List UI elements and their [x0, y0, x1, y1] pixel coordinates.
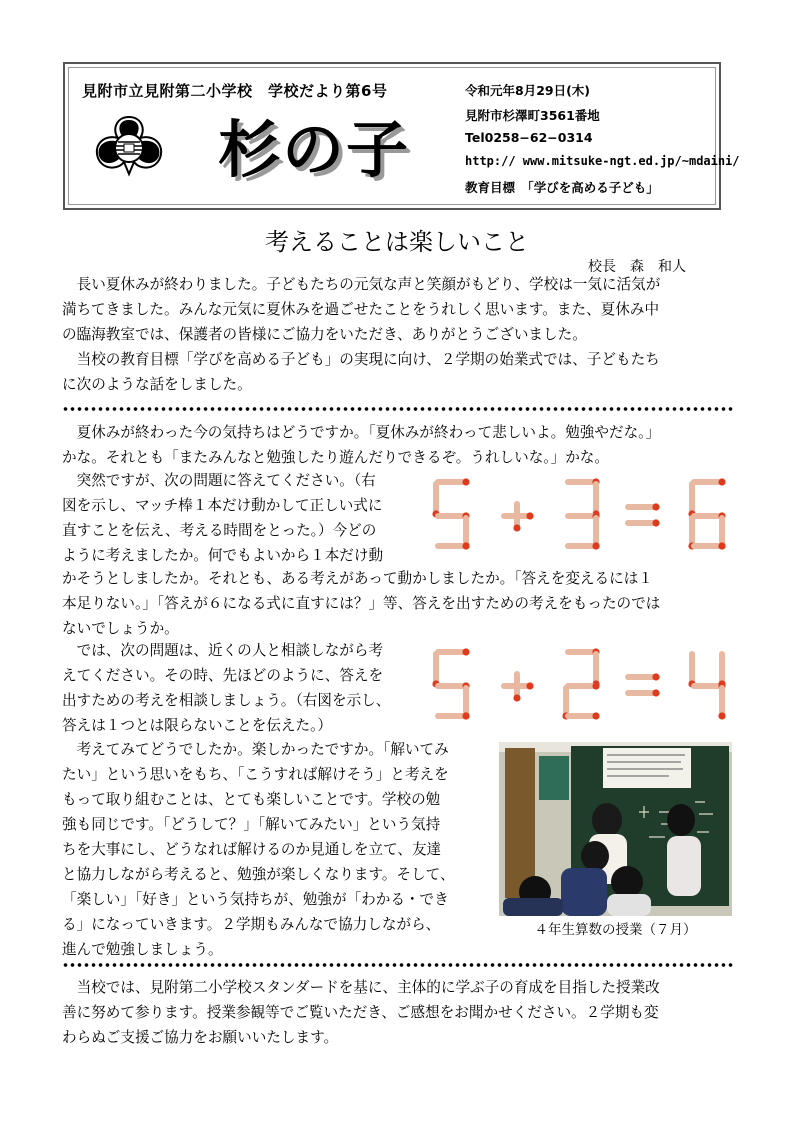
text-line: 善に努めて参ります。授業参観等でご覧いただき、ご感想をお聞かせください。２学期も変 [62, 1004, 659, 1021]
text-line: もって取り組むことは、とても楽しいことです。学校の勉 [62, 791, 441, 808]
matchstick-equation-2 [428, 646, 732, 724]
match-head [592, 712, 599, 719]
text-line: 図を示し、マッチ棒１本だけ動かして正しい式に [62, 497, 383, 514]
text-line: 「楽しい」「好き」という気持ちが、勉強が「わかる・でき [62, 891, 449, 908]
text-line: に次のような話をしました。 [62, 376, 252, 393]
text-line: 満ちてきました。みんな元気に夏休みを過ごせたことをうれしく思います。また、夏休み中 [62, 301, 660, 318]
match-head [592, 682, 599, 689]
text-line: 考えてみてどうでしたか。楽しかったですか。「解いてみ [62, 741, 449, 758]
match-head [592, 542, 599, 549]
school-address: 見附市杉澤町3561番地 [465, 108, 600, 123]
talk-paragraph-4 [62, 638, 390, 738]
closing-paragraph [62, 975, 660, 1050]
match-head [652, 519, 659, 526]
text-line: 答えは１つとは限らないことを伝えた。） [62, 717, 332, 734]
match-head [652, 689, 659, 696]
text-line: ちを大事にし、どうなれば解けるのか見通しを立て、友達 [62, 841, 442, 858]
talk-paragraph-5 [62, 737, 455, 962]
text-line: 直すことを伝え、考える時間をとった。）今どの [62, 522, 377, 539]
match-head [526, 682, 533, 689]
education-goal: 教育目標 「学びを高める子ども」 [465, 180, 659, 195]
school-website-link[interactable]: http:// www.mitsuke-ngt.ed.jp/~mdaini/ [465, 154, 740, 168]
text-line: えてください。その時、先ほどのように、答えを [62, 667, 384, 684]
match-head [526, 512, 533, 519]
newsletter-masthead: 杉の子 [218, 113, 411, 186]
issue-date: 令和元年8月29日(木) [465, 83, 591, 98]
matchstick-equation-1 [428, 476, 732, 554]
match-head [513, 694, 520, 701]
text-line: る」になっていきます。２学期もみんなで協力しながら、 [62, 916, 441, 933]
dotted-divider [62, 405, 734, 413]
text-line: 突然ですが、次の問題に答えてください。（右 [62, 472, 376, 489]
classroom-photo [499, 742, 732, 916]
text-line: 長い夏休みが終わりました。子どもたちの元気な声と笑顔がもどり、学校は一気に活気が [62, 276, 661, 293]
text-line: ないでしょうか。 [62, 620, 179, 637]
text-line: 夏休みが終わった今の気持ちはどうですか。「夏休みが終わって悲しいよ。勉強やだな。」 [62, 424, 661, 441]
match-head [652, 673, 659, 680]
text-line: かな。それとも「またみんなと勉強したり遊んだりできるぞ。うれしいな。」かな。 [62, 449, 609, 466]
match-head [718, 478, 725, 485]
text-line: 強も同じです。「どうして？」「解いてみたい」という気持 [62, 816, 441, 833]
match-head [462, 478, 469, 485]
match-head [462, 712, 469, 719]
school-emblem-icon [90, 114, 168, 178]
text-line: たい」という思いをもち、「こうすれば解けそう」と考えを [62, 766, 449, 783]
photo-caption: ４年生算数の授業（７月） [534, 922, 697, 938]
talk-paragraph-1 [62, 420, 660, 470]
text-line: 進んで勉強しましょう。 [62, 941, 223, 958]
text-line: 当校では、見附第二小学校スタンダードを基に、主体的に学ぶ子の育成を目指した授業改 [62, 979, 660, 996]
text-line: 本足りない。」「答えが６になる式に直すには？」等、答えを出すための考えをもったのでは [62, 595, 661, 612]
match-head [718, 542, 725, 549]
talk-paragraph-3 [62, 566, 660, 641]
talk-paragraph-2 [62, 468, 383, 568]
text-line: かそうとしましたか。それとも、ある考えがあって動かしましたか。「答えを変えるには１ [62, 570, 653, 587]
intro-paragraph [62, 272, 660, 397]
text-line: わらぬご支援ご協力をお願いいたします。 [62, 1029, 339, 1046]
match-head [513, 524, 520, 531]
dotted-divider [62, 961, 734, 969]
text-line: と協力しながら考えると、勉強が楽しくなります。そして、 [62, 866, 455, 883]
text-line: 当校の教育目標「学びを高める子ども」の実現に向け、２学期の始業式では、子どもたち [62, 351, 660, 368]
match-head [462, 648, 469, 655]
match-head [462, 542, 469, 549]
text-line: ように考えましたか。何でもよいから１本だけ動 [62, 547, 384, 564]
text-line: の臨海教室では、保護者の皆様にご協力をいただき、ありがとうございました。 [62, 326, 587, 343]
school-phone: Tel0258−62−0314 [465, 130, 593, 145]
article-title: 考えることは楽しいこと [265, 228, 529, 256]
article-author: 校長 森 和人 [588, 259, 686, 275]
match-head [718, 712, 725, 719]
text-line: では、次の問題は、近くの人と相談しながら考 [62, 642, 384, 659]
text-line: 出すための考えを相談しましょう。（右図を示し、 [62, 692, 391, 709]
school-newsletter-name: 見附市立見附第二小学校 学校だより第6号 [82, 82, 388, 100]
match-head [652, 503, 659, 510]
